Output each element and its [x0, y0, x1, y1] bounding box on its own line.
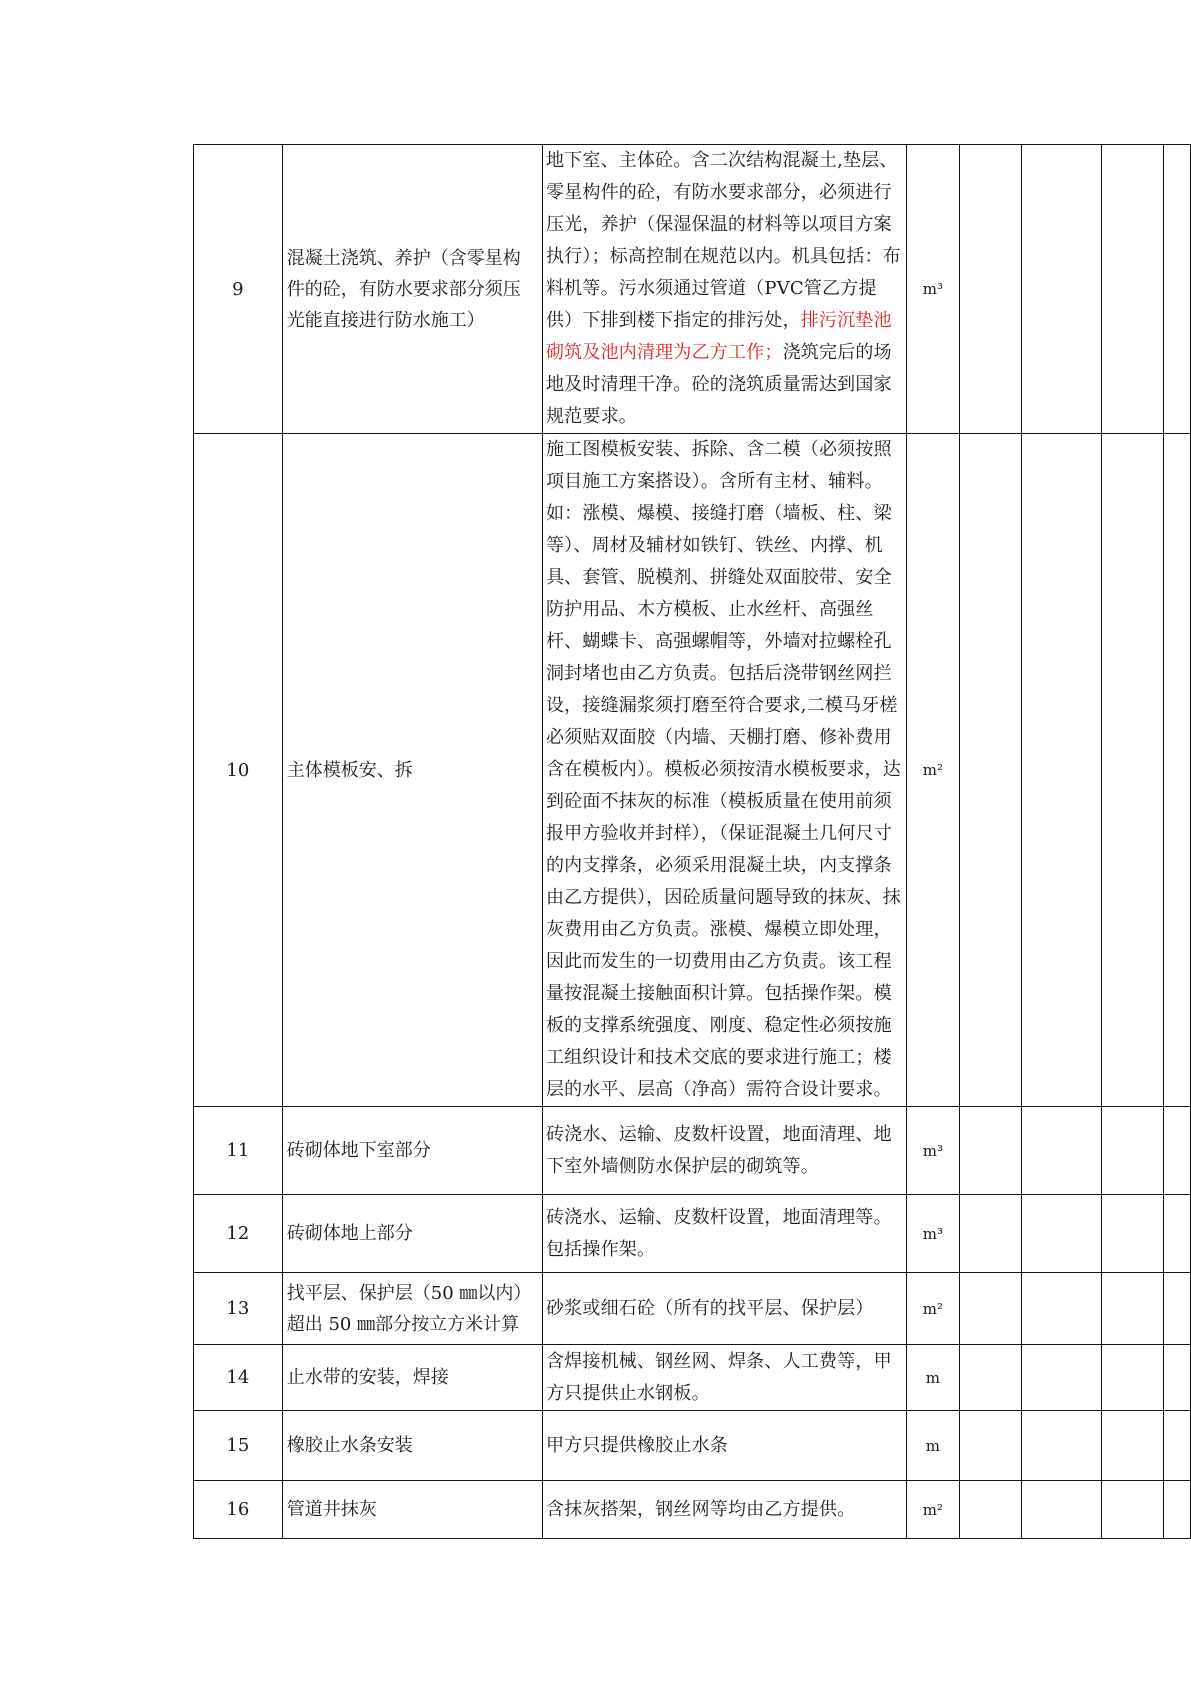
empty-cell: [1102, 1481, 1164, 1539]
empty-cell: [1164, 1345, 1191, 1411]
empty-cell: [959, 434, 1021, 1107]
item-number: 13: [194, 1273, 283, 1345]
empty-cell: [1102, 1345, 1164, 1411]
item-name: 砖砌体地下室部分: [282, 1107, 542, 1195]
table-row: [194, 1107, 1191, 1195]
item-name: 砖砌体地上部分: [282, 1195, 542, 1273]
description-text: 地下室、主体砼。含二次结构混凝土,垫层、零星构件的砼，有防水要求部分，必须进行压光，养护（保湿保温的材料等以项目方案执行）；标高控制在规范以内。机具包括：布料机等。污水须通过管道（PVC管乙方提供）下排到楼下指定的排污处，: [545, 150, 901, 331]
empty-cell: [1102, 434, 1164, 1107]
empty-cell: [1164, 1481, 1191, 1539]
empty-cell: [959, 1345, 1021, 1411]
empty-cell: [1022, 145, 1102, 434]
table-row: [194, 145, 1191, 434]
empty-cell: [1102, 1195, 1164, 1273]
table-row: [194, 434, 1191, 1107]
item-number: 12: [194, 1195, 283, 1273]
empty-cell: [959, 1107, 1021, 1195]
item-name: 管道井抹灰: [282, 1481, 542, 1539]
item-name: 橡胶止水条安装: [282, 1411, 542, 1481]
empty-cell: [1164, 434, 1191, 1107]
item-description: 甲方只提供橡胶止水条: [542, 1411, 906, 1481]
empty-cell: [1102, 1273, 1164, 1345]
empty-cell: [1102, 145, 1164, 434]
description-text: 浇筑完后的场地及时清理干净。砼的浇筑质量需达到国家规范要求。: [545, 342, 892, 427]
item-number: 16: [194, 1481, 283, 1539]
empty-cell: [959, 1411, 1021, 1481]
item-unit: m²: [906, 434, 959, 1107]
description-highlight: 排污沉垫池砌筑及池内清理为乙方工作；: [545, 310, 892, 363]
item-number: 10: [194, 434, 283, 1107]
empty-cell: [1164, 145, 1191, 434]
empty-cell: [959, 1273, 1021, 1345]
empty-cell: [1022, 1345, 1102, 1411]
item-unit: m: [906, 1345, 959, 1411]
empty-cell: [1164, 1107, 1191, 1195]
item-description: 施工图模板安装、拆除、含二模（必须按照项目施工方案搭设）。含所有主材、辅料。如：涨模、爆模、接缝打磨（墙板、柱、梁等）、周材及辅材如铁钉、铁丝、内撑、机具、套管、脱模剂、拼缝处双面胶带、安全防护用品、木方模板、止水丝杆、高强丝杆、蝴蝶卡、高强螺帽等，外墙对拉螺栓孔洞封堵也由乙方负责。包括后浇带钢丝网拦设，接缝漏浆须打磨至符合要求,二模马牙槎必须贴双面胶（内墙、天棚打磨、修补费用含在模板内）。模板必须按清水模板要求，达到砼面不抹灰的标准（模板质量在使用前须报甲方验收并封样），（保证混凝土几何尺寸的内支撑条，必须采用混凝土块，内支撑条由乙方提供），因砼质量问题导致的抹灰、抹灰费用由乙方负责。涨模、爆模立即处理，因此而发生的一切费用由乙方负责。该工程量按混凝土接触面积计算。包括操作架。模板的支撑系统强度、刚度、稳定性必须按施工组织设计和技术交底的要求进行施工；楼层的水平、层高（净高）需符合设计要求。: [542, 434, 906, 1107]
table-row: [194, 1481, 1191, 1539]
empty-cell: [1102, 1107, 1164, 1195]
item-name: 混凝土浇筑、养护（含零星构件的砼，有防水要求部分须压光能直接进行防水施工）: [282, 145, 542, 434]
item-name: 主体模板安、拆: [282, 434, 542, 1107]
item-description: 砖浇水、运输、皮数杆设置，地面清理、地下室外墙侧防水保护层的砌筑等。: [542, 1107, 906, 1195]
table-row: [194, 1345, 1191, 1411]
empty-cell: [1022, 1195, 1102, 1273]
empty-cell: [1022, 1107, 1102, 1195]
empty-cell: [1102, 1411, 1164, 1481]
empty-cell: [1022, 1411, 1102, 1481]
work-items-table: [193, 144, 1191, 1539]
item-description: [542, 145, 906, 434]
item-unit: m²: [906, 1273, 959, 1345]
item-unit: m: [906, 1411, 959, 1481]
empty-cell: [1022, 434, 1102, 1107]
item-description: 含抹灰搭架，钢丝网等均由乙方提供。: [542, 1481, 906, 1539]
empty-cell: [959, 1195, 1021, 1273]
item-unit: m³: [906, 145, 959, 434]
item-unit: m³: [906, 1107, 959, 1195]
table-row: [194, 1411, 1191, 1481]
empty-cell: [1022, 1273, 1102, 1345]
item-name: 止水带的安装，焊接: [282, 1345, 542, 1411]
item-unit: m³: [906, 1195, 959, 1273]
item-number: 9: [194, 145, 283, 434]
item-number: 11: [194, 1107, 283, 1195]
empty-cell: [959, 145, 1021, 434]
empty-cell: [1164, 1273, 1191, 1345]
item-description: 含焊接机械、钢丝网、焊条、人工费等，甲方只提供止水钢板。: [542, 1345, 906, 1411]
empty-cell: [959, 1481, 1021, 1539]
table-row: [194, 1195, 1191, 1273]
empty-cell: [1164, 1195, 1191, 1273]
item-description: 砂浆或细石砼（所有的找平层、保护层）: [542, 1273, 906, 1345]
table-row: [194, 1273, 1191, 1345]
item-number: 15: [194, 1411, 283, 1481]
empty-cell: [1022, 1481, 1102, 1539]
empty-cell: [1164, 1411, 1191, 1481]
item-name: 找平层、保护层（50 ㎜以内）超出 50 ㎜部分按立方米计算: [282, 1273, 542, 1345]
item-description: 砖浇水、运输、皮数杆设置，地面清理等。包括操作架。: [542, 1195, 906, 1273]
item-unit: m²: [906, 1481, 959, 1539]
item-number: 14: [194, 1345, 283, 1411]
